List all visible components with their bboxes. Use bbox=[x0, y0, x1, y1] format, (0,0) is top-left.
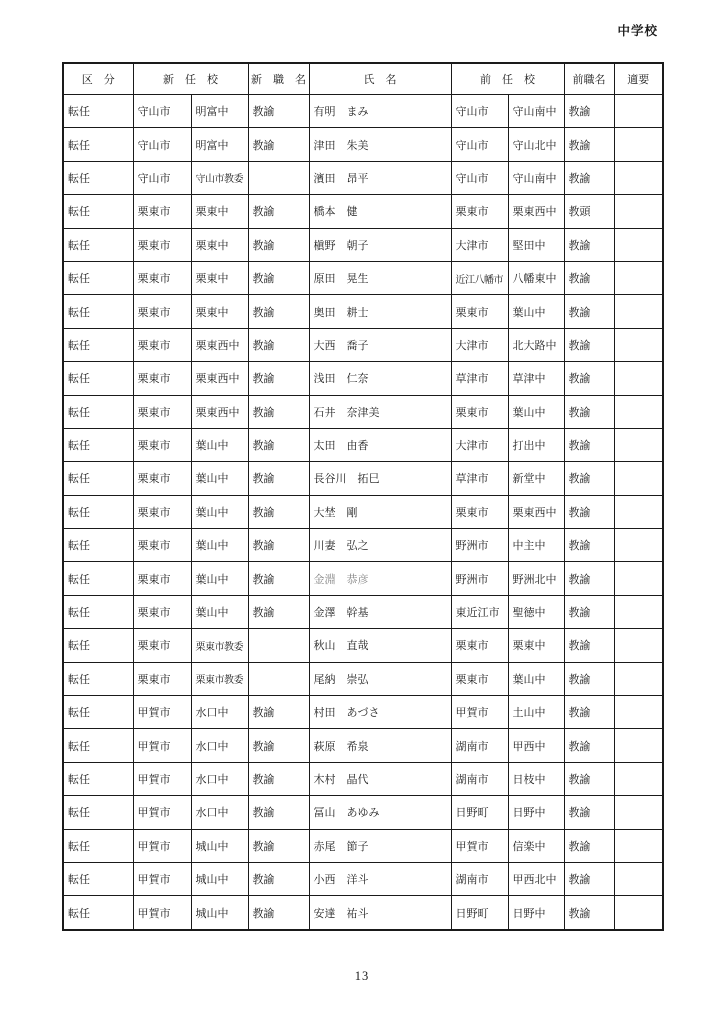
cell-new-school: 水口中 bbox=[191, 696, 248, 729]
cell-new-title: 教諭 bbox=[248, 295, 309, 328]
cell-prev-city: 湖南市 bbox=[451, 729, 508, 762]
cell-new-school: 葉山中 bbox=[191, 595, 248, 628]
table-row bbox=[63, 128, 663, 161]
table-row bbox=[63, 161, 663, 194]
cell-category: 転任 bbox=[63, 896, 133, 930]
cell-prev-city: 草津市 bbox=[451, 462, 508, 495]
cell-new-title: 教諭 bbox=[248, 128, 309, 161]
cell-new-city: 栗東市 bbox=[133, 495, 191, 528]
cell-remarks bbox=[614, 395, 663, 428]
cell-new-city: 栗東市 bbox=[133, 629, 191, 662]
cell-category: 転任 bbox=[63, 629, 133, 662]
cell-category: 転任 bbox=[63, 829, 133, 862]
cell-prev-title: 教諭 bbox=[564, 261, 614, 294]
table-row bbox=[63, 195, 663, 228]
cell-prev-city: 栗東市 bbox=[451, 195, 508, 228]
cell-prev-school: 日野中 bbox=[508, 896, 564, 930]
cell-prev-title: 教諭 bbox=[564, 495, 614, 528]
cell-prev-city: 東近江市 bbox=[451, 595, 508, 628]
cell-new-school: 栗東西中 bbox=[191, 362, 248, 395]
cell-new-title: 教諭 bbox=[248, 729, 309, 762]
cell-new-title: 教諭 bbox=[248, 362, 309, 395]
cell-prev-school: 守山南中 bbox=[508, 95, 564, 128]
cell-person-name: 小西 洋斗 bbox=[309, 862, 451, 895]
cell-prev-title: 教頭 bbox=[564, 195, 614, 228]
cell-prev-city: 守山市 bbox=[451, 161, 508, 194]
cell-prev-city: 守山市 bbox=[451, 128, 508, 161]
cell-new-city: 栗東市 bbox=[133, 228, 191, 261]
cell-prev-city: 湖南市 bbox=[451, 862, 508, 895]
cell-new-title: 教諭 bbox=[248, 228, 309, 261]
cell-new-school: 葉山中 bbox=[191, 562, 248, 595]
cell-person-name: 有明 まみ bbox=[309, 95, 451, 128]
cell-remarks bbox=[614, 228, 663, 261]
cell-remarks bbox=[614, 128, 663, 161]
cell-new-title: 教諭 bbox=[248, 562, 309, 595]
cell-prev-city: 栗東市 bbox=[451, 295, 508, 328]
cell-prev-city: 草津市 bbox=[451, 362, 508, 395]
document-category-label: 中学校 bbox=[617, 24, 658, 38]
cell-prev-city: 守山市 bbox=[451, 95, 508, 128]
cell-remarks bbox=[614, 529, 663, 562]
cell-remarks bbox=[614, 195, 663, 228]
cell-prev-school: 葉山中 bbox=[508, 395, 564, 428]
cell-prev-city: 日野町 bbox=[451, 796, 508, 829]
cell-remarks bbox=[614, 495, 663, 528]
header-name: 氏 名 bbox=[309, 63, 451, 95]
cell-remarks bbox=[614, 829, 663, 862]
cell-prev-school: 日枝中 bbox=[508, 762, 564, 795]
cell-prev-school: 堅田中 bbox=[508, 228, 564, 261]
cell-new-city: 甲賀市 bbox=[133, 696, 191, 729]
header-row bbox=[63, 63, 663, 95]
cell-new-school: 葉山中 bbox=[191, 529, 248, 562]
table-row bbox=[63, 896, 663, 930]
cell-prev-title: 教諭 bbox=[564, 629, 614, 662]
cell-person-name: 大西 喬子 bbox=[309, 328, 451, 361]
cell-new-city: 栗東市 bbox=[133, 529, 191, 562]
cell-new-title: 教諭 bbox=[248, 762, 309, 795]
cell-new-title: 教諭 bbox=[248, 896, 309, 930]
cell-category: 転任 bbox=[63, 95, 133, 128]
cell-new-school: 葉山中 bbox=[191, 428, 248, 461]
cell-person-name: 木村 晶代 bbox=[309, 762, 451, 795]
cell-remarks bbox=[614, 295, 663, 328]
table-row bbox=[63, 796, 663, 829]
cell-new-city: 栗東市 bbox=[133, 662, 191, 695]
cell-new-title bbox=[248, 629, 309, 662]
cell-new-school: 葉山中 bbox=[191, 462, 248, 495]
cell-new-city: 栗東市 bbox=[133, 328, 191, 361]
cell-new-city: 栗東市 bbox=[133, 395, 191, 428]
cell-new-city: 栗東市 bbox=[133, 195, 191, 228]
cell-person-name: 川妻 弘之 bbox=[309, 529, 451, 562]
header-category: 区 分 bbox=[63, 63, 133, 95]
cell-new-school: 明富中 bbox=[191, 95, 248, 128]
cell-category: 転任 bbox=[63, 796, 133, 829]
table-row bbox=[63, 261, 663, 294]
table-header bbox=[63, 63, 663, 95]
cell-category: 転任 bbox=[63, 295, 133, 328]
cell-new-city: 甲賀市 bbox=[133, 762, 191, 795]
cell-new-city: 甲賀市 bbox=[133, 896, 191, 930]
cell-prev-city: 栗東市 bbox=[451, 629, 508, 662]
cell-category: 転任 bbox=[63, 762, 133, 795]
cell-category: 転任 bbox=[63, 128, 133, 161]
cell-prev-city: 大津市 bbox=[451, 428, 508, 461]
cell-new-title: 教諭 bbox=[248, 328, 309, 361]
cell-prev-school: 栗東中 bbox=[508, 629, 564, 662]
cell-prev-city: 日野町 bbox=[451, 896, 508, 930]
cell-new-city: 栗東市 bbox=[133, 362, 191, 395]
cell-person-name: 橋本 健 bbox=[309, 195, 451, 228]
cell-prev-school: 八幡東中 bbox=[508, 261, 564, 294]
cell-prev-title: 教諭 bbox=[564, 362, 614, 395]
cell-category: 転任 bbox=[63, 328, 133, 361]
cell-new-city: 栗東市 bbox=[133, 261, 191, 294]
cell-prev-title: 教諭 bbox=[564, 796, 614, 829]
cell-prev-title: 教諭 bbox=[564, 328, 614, 361]
cell-new-title: 教諭 bbox=[248, 95, 309, 128]
cell-prev-title: 教諭 bbox=[564, 662, 614, 695]
header-prev-school: 前 任 校 bbox=[451, 63, 564, 95]
cell-new-title: 教諭 bbox=[248, 696, 309, 729]
cell-new-city: 甲賀市 bbox=[133, 862, 191, 895]
cell-new-school: 城山中 bbox=[191, 896, 248, 930]
table-row bbox=[63, 762, 663, 795]
cell-prev-city: 栗東市 bbox=[451, 495, 508, 528]
cell-prev-school: 打出中 bbox=[508, 428, 564, 461]
cell-prev-title: 教諭 bbox=[564, 462, 614, 495]
table-row bbox=[63, 395, 663, 428]
personnel-transfer-table bbox=[62, 62, 664, 931]
cell-remarks bbox=[614, 862, 663, 895]
cell-remarks bbox=[614, 696, 663, 729]
cell-prev-city: 野洲市 bbox=[451, 562, 508, 595]
cell-prev-city: 甲賀市 bbox=[451, 696, 508, 729]
cell-new-title: 教諭 bbox=[248, 796, 309, 829]
cell-new-title: 教諭 bbox=[248, 829, 309, 862]
cell-person-name: 村田 あづさ bbox=[309, 696, 451, 729]
table-row bbox=[63, 662, 663, 695]
table-row bbox=[63, 462, 663, 495]
cell-remarks bbox=[614, 629, 663, 662]
cell-new-school: 水口中 bbox=[191, 796, 248, 829]
cell-category: 転任 bbox=[63, 529, 133, 562]
cell-remarks bbox=[614, 562, 663, 595]
cell-remarks bbox=[614, 762, 663, 795]
cell-prev-school: 北大路中 bbox=[508, 328, 564, 361]
cell-prev-city: 近江八幡市 bbox=[451, 261, 508, 294]
cell-prev-school: 草津中 bbox=[508, 362, 564, 395]
cell-prev-school: 聖徳中 bbox=[508, 595, 564, 628]
cell-new-title bbox=[248, 161, 309, 194]
cell-new-title: 教諭 bbox=[248, 529, 309, 562]
cell-new-school: 栗東市教委 bbox=[191, 662, 248, 695]
cell-new-school: 栗東中 bbox=[191, 228, 248, 261]
table-row bbox=[63, 562, 663, 595]
cell-new-school: 栗東市教委 bbox=[191, 629, 248, 662]
cell-category: 転任 bbox=[63, 195, 133, 228]
table-row bbox=[63, 829, 663, 862]
cell-prev-city: 栗東市 bbox=[451, 395, 508, 428]
cell-person-name: 原田 晃生 bbox=[309, 261, 451, 294]
cell-new-city: 栗東市 bbox=[133, 295, 191, 328]
cell-new-city: 栗東市 bbox=[133, 595, 191, 628]
cell-prev-school: 栗東西中 bbox=[508, 495, 564, 528]
cell-new-school: 栗東中 bbox=[191, 295, 248, 328]
cell-new-school: 守山市教委 bbox=[191, 161, 248, 194]
table-row bbox=[63, 495, 663, 528]
table-row bbox=[63, 362, 663, 395]
cell-prev-school: 新堂中 bbox=[508, 462, 564, 495]
cell-prev-school: 栗東西中 bbox=[508, 195, 564, 228]
cell-person-name: 浅田 仁奈 bbox=[309, 362, 451, 395]
cell-person-name: 安達 祐斗 bbox=[309, 896, 451, 930]
cell-category: 転任 bbox=[63, 462, 133, 495]
table-row bbox=[63, 95, 663, 128]
cell-remarks bbox=[614, 729, 663, 762]
cell-prev-title: 教諭 bbox=[564, 395, 614, 428]
cell-prev-title: 教諭 bbox=[564, 762, 614, 795]
cell-prev-school: 土山中 bbox=[508, 696, 564, 729]
cell-new-city: 甲賀市 bbox=[133, 829, 191, 862]
cell-prev-title: 教諭 bbox=[564, 428, 614, 461]
cell-prev-title: 教諭 bbox=[564, 862, 614, 895]
cell-category: 転任 bbox=[63, 662, 133, 695]
cell-person-name: 石井 奈津美 bbox=[309, 395, 451, 428]
cell-new-school: 栗東中 bbox=[191, 195, 248, 228]
cell-category: 転任 bbox=[63, 261, 133, 294]
cell-new-title bbox=[248, 662, 309, 695]
cell-new-city: 甲賀市 bbox=[133, 796, 191, 829]
header-new-school: 新 任 校 bbox=[133, 63, 248, 95]
cell-remarks bbox=[614, 796, 663, 829]
cell-remarks bbox=[614, 428, 663, 461]
cell-remarks bbox=[614, 95, 663, 128]
cell-prev-title: 教諭 bbox=[564, 529, 614, 562]
cell-new-title: 教諭 bbox=[248, 195, 309, 228]
cell-prev-city: 大津市 bbox=[451, 328, 508, 361]
cell-new-school: 城山中 bbox=[191, 862, 248, 895]
cell-new-school: 水口中 bbox=[191, 762, 248, 795]
cell-category: 転任 bbox=[63, 428, 133, 461]
cell-prev-school: 守山北中 bbox=[508, 128, 564, 161]
cell-new-city: 栗東市 bbox=[133, 428, 191, 461]
cell-remarks bbox=[614, 462, 663, 495]
table-row bbox=[63, 228, 663, 261]
cell-person-name: 尾納 崇弘 bbox=[309, 662, 451, 695]
cell-new-city: 甲賀市 bbox=[133, 729, 191, 762]
cell-prev-school: 日野中 bbox=[508, 796, 564, 829]
table-row bbox=[63, 328, 663, 361]
cell-person-name: 濱田 昂平 bbox=[309, 161, 451, 194]
cell-remarks bbox=[614, 161, 663, 194]
cell-prev-school: 信楽中 bbox=[508, 829, 564, 862]
cell-new-title: 教諭 bbox=[248, 261, 309, 294]
cell-new-title: 教諭 bbox=[248, 462, 309, 495]
cell-new-city: 守山市 bbox=[133, 128, 191, 161]
cell-prev-city: 大津市 bbox=[451, 228, 508, 261]
cell-new-school: 葉山中 bbox=[191, 495, 248, 528]
cell-category: 転任 bbox=[63, 562, 133, 595]
cell-new-school: 栗東中 bbox=[191, 261, 248, 294]
cell-remarks bbox=[614, 662, 663, 695]
header-new-title: 新 職 名 bbox=[248, 63, 309, 95]
cell-category: 転任 bbox=[63, 362, 133, 395]
page-number: 13 bbox=[354, 969, 370, 983]
cell-new-school: 栗東西中 bbox=[191, 328, 248, 361]
cell-person-name: 大埜 剛 bbox=[309, 495, 451, 528]
cell-person-name: 冨山 あゆみ bbox=[309, 796, 451, 829]
table-row bbox=[63, 629, 663, 662]
cell-prev-city: 野洲市 bbox=[451, 529, 508, 562]
cell-prev-city: 栗東市 bbox=[451, 662, 508, 695]
cell-prev-school: 中主中 bbox=[508, 529, 564, 562]
cell-prev-title: 教諭 bbox=[564, 128, 614, 161]
cell-new-title: 教諭 bbox=[248, 428, 309, 461]
table-row bbox=[63, 428, 663, 461]
cell-prev-title: 教諭 bbox=[564, 228, 614, 261]
cell-prev-title: 教諭 bbox=[564, 95, 614, 128]
cell-new-title: 教諭 bbox=[248, 495, 309, 528]
cell-category: 転任 bbox=[63, 696, 133, 729]
cell-remarks bbox=[614, 362, 663, 395]
table-row bbox=[63, 729, 663, 762]
cell-prev-title: 教諭 bbox=[564, 729, 614, 762]
cell-person-name: 萩原 希泉 bbox=[309, 729, 451, 762]
cell-prev-title: 教諭 bbox=[564, 161, 614, 194]
table-row bbox=[63, 595, 663, 628]
cell-category: 転任 bbox=[63, 395, 133, 428]
cell-person-name: 赤尾 節子 bbox=[309, 829, 451, 862]
cell-category: 転任 bbox=[63, 595, 133, 628]
cell-prev-school: 野洲北中 bbox=[508, 562, 564, 595]
cell-category: 転任 bbox=[63, 161, 133, 194]
table-row bbox=[63, 295, 663, 328]
cell-prev-title: 教諭 bbox=[564, 896, 614, 930]
cell-new-school: 明富中 bbox=[191, 128, 248, 161]
table-body bbox=[63, 95, 663, 930]
table-row bbox=[63, 696, 663, 729]
cell-new-city: 栗東市 bbox=[133, 562, 191, 595]
cell-prev-school: 甲西北中 bbox=[508, 862, 564, 895]
cell-person-name: 槇野 朝子 bbox=[309, 228, 451, 261]
cell-new-school: 水口中 bbox=[191, 729, 248, 762]
cell-person-name: 秋山 直哉 bbox=[309, 629, 451, 662]
cell-new-city: 守山市 bbox=[133, 161, 191, 194]
cell-prev-city: 湖南市 bbox=[451, 762, 508, 795]
cell-remarks bbox=[614, 328, 663, 361]
cell-person-name: 奥田 耕士 bbox=[309, 295, 451, 328]
cell-person-name: 長谷川 拓巳 bbox=[309, 462, 451, 495]
cell-category: 転任 bbox=[63, 228, 133, 261]
table-row bbox=[63, 862, 663, 895]
cell-person-name: 太田 由香 bbox=[309, 428, 451, 461]
cell-prev-title: 教諭 bbox=[564, 295, 614, 328]
cell-person-name: 金淵 恭彦 bbox=[309, 562, 451, 595]
cell-category: 転任 bbox=[63, 495, 133, 528]
cell-person-name: 津田 朱美 bbox=[309, 128, 451, 161]
cell-prev-school: 守山南中 bbox=[508, 161, 564, 194]
cell-new-title: 教諭 bbox=[248, 862, 309, 895]
cell-new-city: 守山市 bbox=[133, 95, 191, 128]
cell-new-title: 教諭 bbox=[248, 395, 309, 428]
cell-prev-school: 葉山中 bbox=[508, 662, 564, 695]
cell-new-school: 栗東西中 bbox=[191, 395, 248, 428]
cell-prev-school: 甲西中 bbox=[508, 729, 564, 762]
cell-category: 転任 bbox=[63, 862, 133, 895]
cell-prev-school: 葉山中 bbox=[508, 295, 564, 328]
cell-remarks bbox=[614, 896, 663, 930]
cell-prev-title: 教諭 bbox=[564, 696, 614, 729]
header-prev-title: 前職名 bbox=[564, 63, 614, 95]
header-remarks: 適要 bbox=[614, 63, 663, 95]
cell-new-title: 教諭 bbox=[248, 595, 309, 628]
cell-prev-title: 教諭 bbox=[564, 829, 614, 862]
cell-new-school: 城山中 bbox=[191, 829, 248, 862]
cell-remarks bbox=[614, 595, 663, 628]
cell-prev-title: 教諭 bbox=[564, 595, 614, 628]
cell-prev-city: 甲賀市 bbox=[451, 829, 508, 862]
cell-person-name: 金澤 幹基 bbox=[309, 595, 451, 628]
cell-category: 転任 bbox=[63, 729, 133, 762]
cell-remarks bbox=[614, 261, 663, 294]
table-row bbox=[63, 529, 663, 562]
cell-new-city: 栗東市 bbox=[133, 462, 191, 495]
cell-prev-title: 教諭 bbox=[564, 562, 614, 595]
